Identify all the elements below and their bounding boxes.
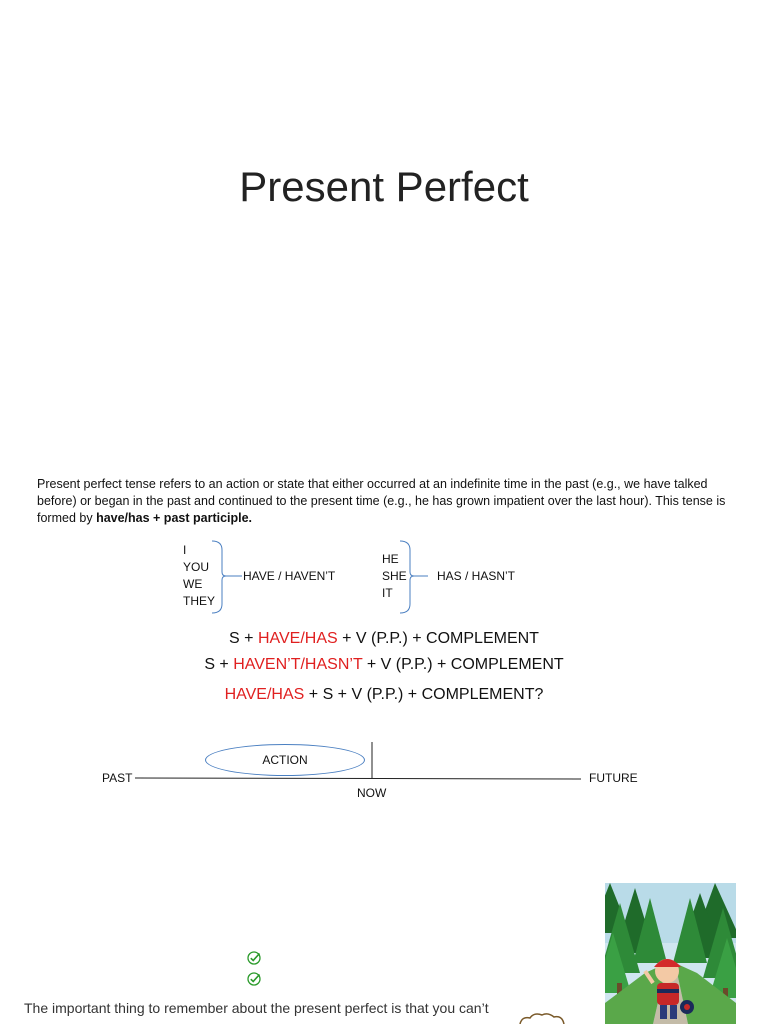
- intro-bold: have/has + past participle.: [96, 511, 253, 525]
- check-icon: [247, 951, 261, 965]
- timeline-now-label: NOW: [357, 786, 387, 800]
- timeline-action-ellipse: ACTION: [205, 744, 365, 776]
- formula-negative: [0, 656, 768, 674]
- pronoun: I: [183, 543, 187, 557]
- forest-child-illustration: [605, 883, 736, 1024]
- intro-paragraph: [37, 476, 727, 527]
- formula-aux: HAVE/HAS: [257, 630, 338, 647]
- cloud-icon: [518, 1012, 568, 1024]
- pronoun: HE: [382, 552, 399, 566]
- aux-have: HAVE / HAVEN’T: [243, 569, 336, 583]
- brace-1: [212, 540, 244, 614]
- aux-has: HAS / HASN’T: [437, 569, 516, 583]
- bottom-paragraph: The important thing to remember about the present perfect is that you can’t: [24, 1000, 489, 1016]
- formula-aux: HAVE/HAS: [224, 686, 305, 703]
- formula-part: S +: [229, 630, 258, 647]
- pronoun: WE: [183, 577, 203, 591]
- pronoun: THEY: [183, 594, 216, 608]
- pronoun: YOU: [183, 560, 210, 574]
- timeline-past-label: PAST: [102, 771, 133, 785]
- formula-part: + V (P.P.) + COMPLEMENT: [362, 656, 564, 673]
- formula-question: [0, 686, 768, 704]
- check-icon: [247, 972, 261, 986]
- formula-part: S +: [204, 656, 234, 673]
- formula-affirmative: [0, 630, 768, 648]
- brace-2: [400, 540, 430, 614]
- page-title: Present Perfect: [239, 163, 529, 210]
- pronoun: SHE: [382, 569, 407, 583]
- intro-text: Present perfect tense refers to an action or state that either occurred at an indefinite time in the past (e.g., we have talked before) or began in the past and continued to the present time (e.g., he has grown impatient over the last hour). This tense is formed by: [37, 477, 726, 525]
- timeline-future-label: FUTURE: [589, 771, 638, 785]
- formula-part: + V (P.P.) + COMPLEMENT: [337, 630, 539, 647]
- pronoun-group-1: [183, 542, 215, 610]
- pronoun: IT: [382, 586, 393, 600]
- formula-aux: HAVEN’T/HASN’T: [233, 656, 363, 673]
- formula-part: + S + V (P.P.) + COMPLEMENT?: [304, 686, 544, 703]
